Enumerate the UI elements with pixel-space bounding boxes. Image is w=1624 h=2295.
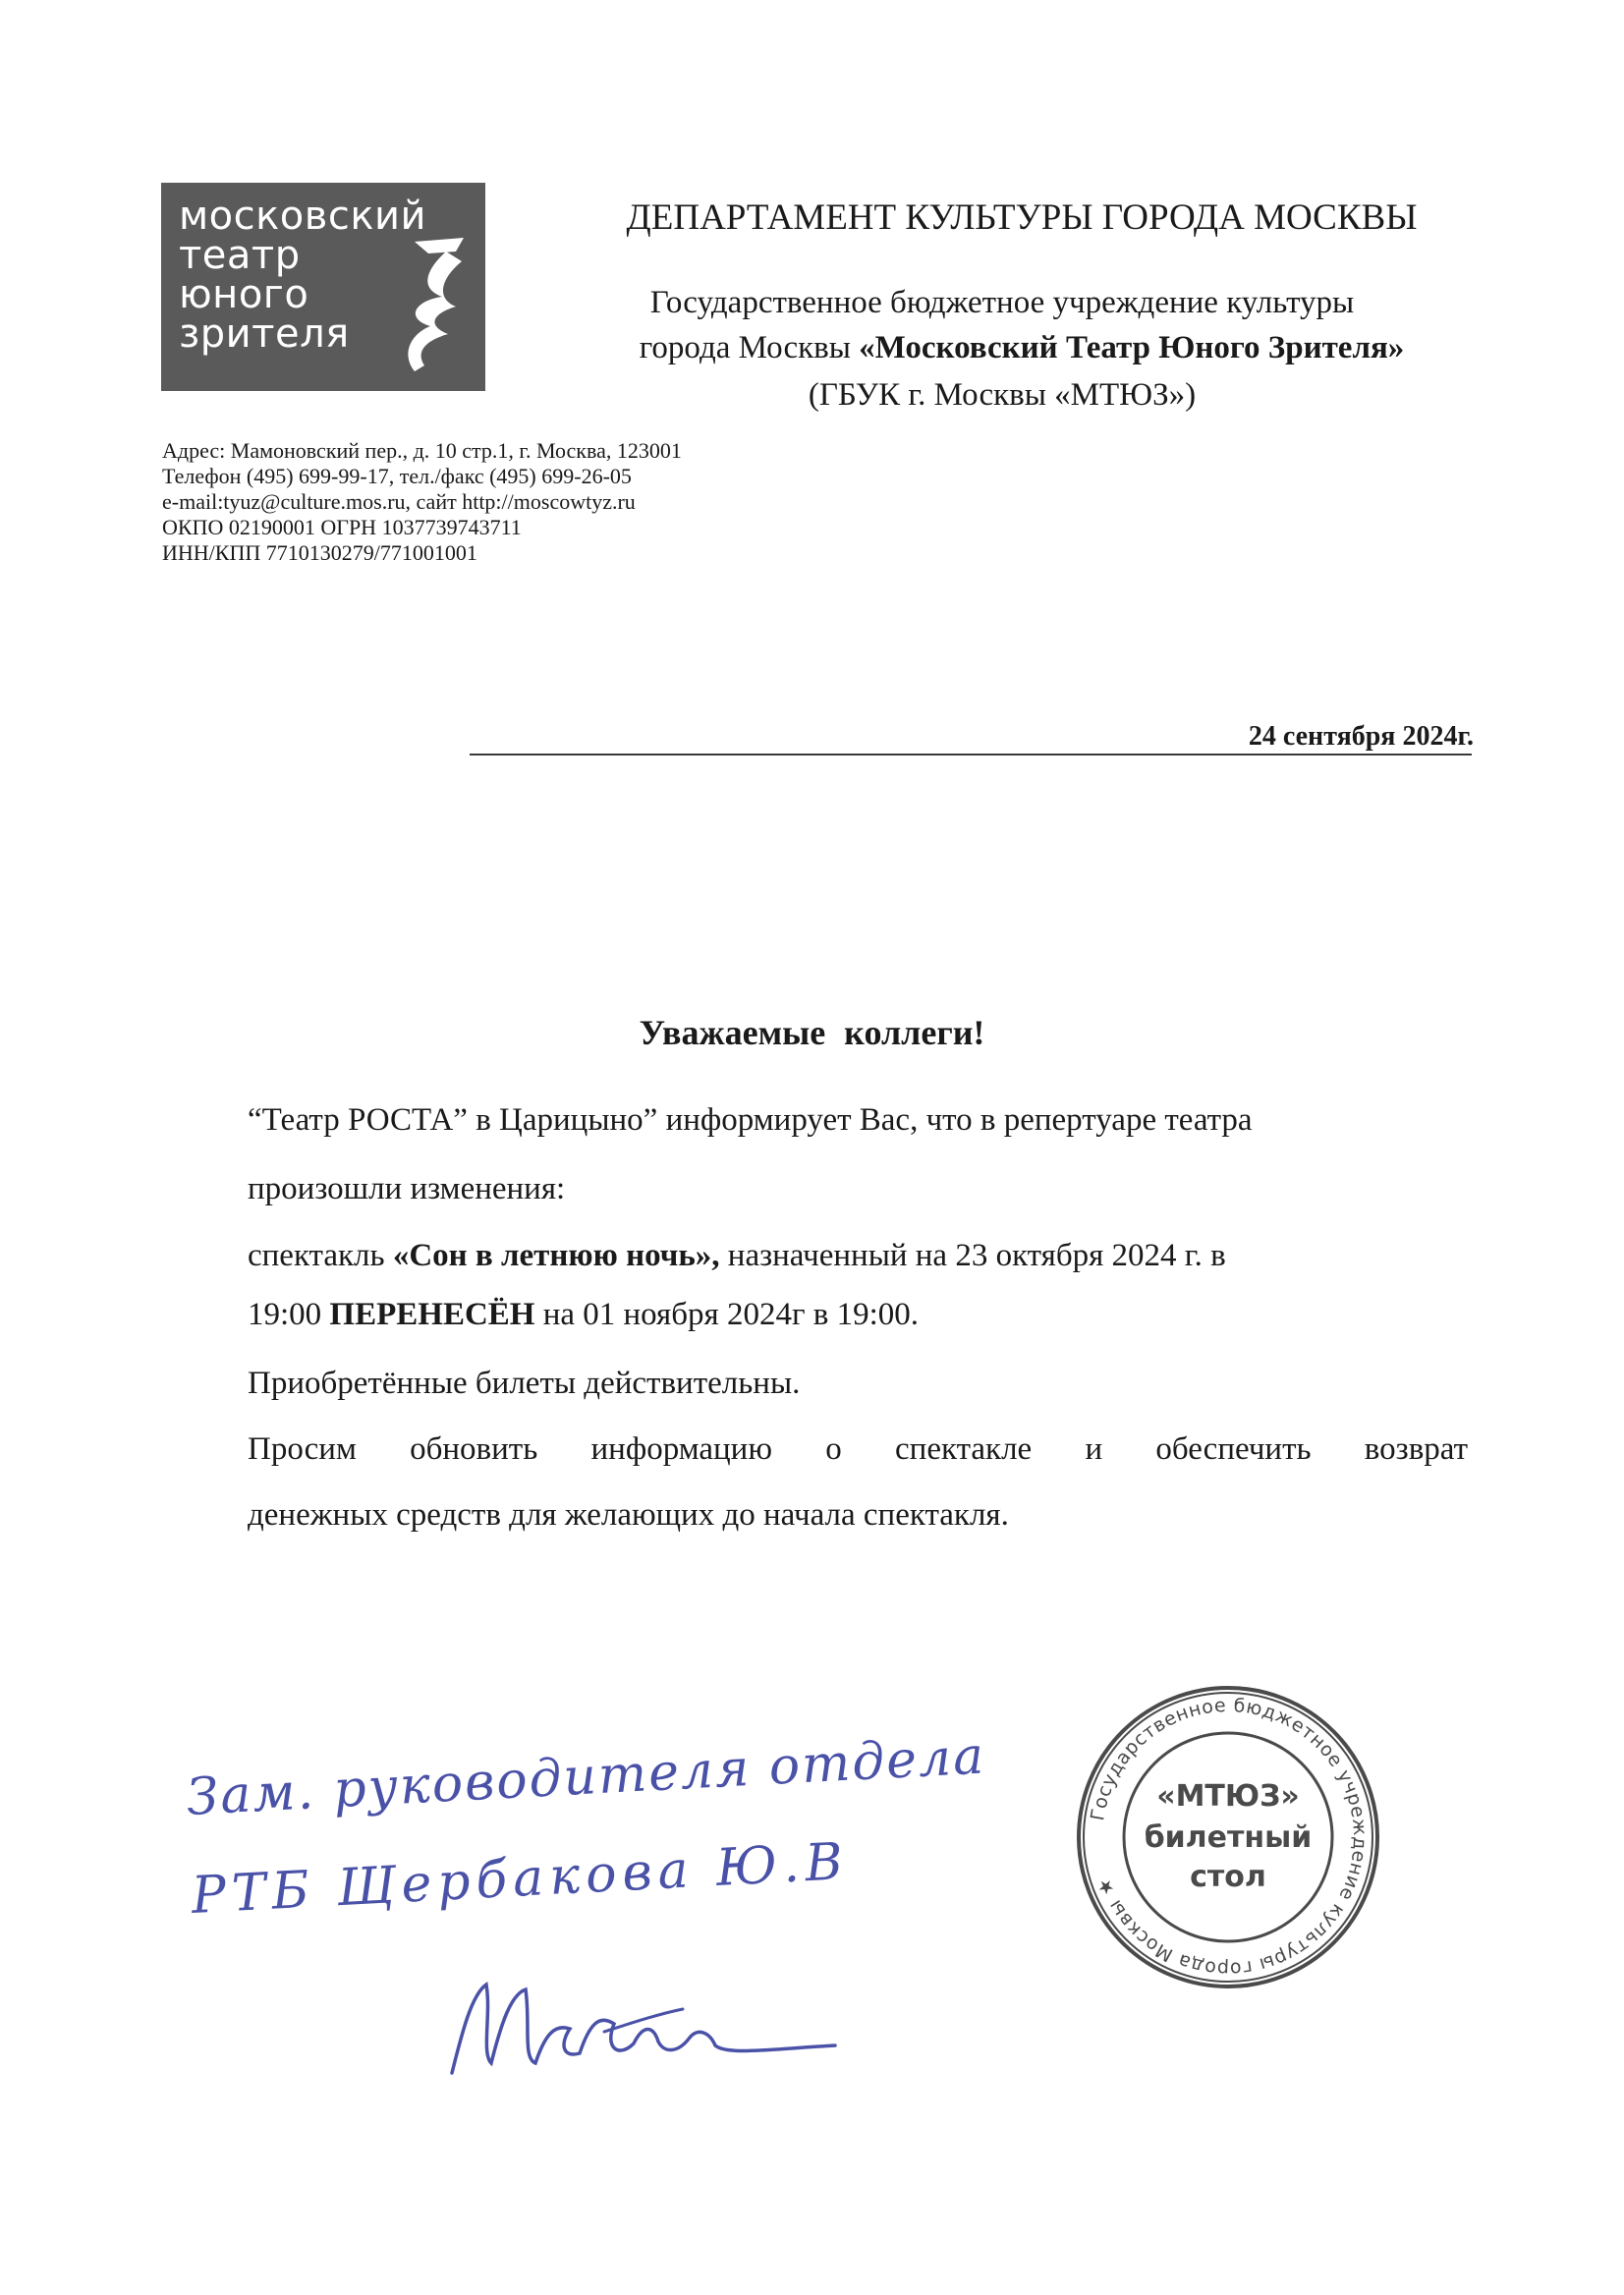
logo-line: театр (179, 233, 301, 278)
logo-line: юного (179, 272, 309, 317)
performance-title: «Сон в летнюю ночь», (392, 1238, 720, 1273)
greeting: Уважаемые коллеги! (639, 1013, 985, 1052)
paragraph-1-line-2: произошли изменения: (248, 1171, 566, 1206)
department-title: ДЕПАРТАМЕНТ КУЛЬТУРЫ ГОРОДА МОСКВЫ (626, 197, 1418, 238)
phone: Телефон (495) 699-99-17, тел./факс (495) 699-26-05 (162, 464, 632, 488)
address: Адрес: Мамоновский пер., д. 10 стр.1, г. Москва, 123001 (162, 438, 682, 463)
contact-block (162, 438, 682, 566)
text: 19:00 (248, 1297, 330, 1332)
paragraph-2-line-1 (248, 1236, 1468, 1275)
logo-line: зрителя (179, 311, 350, 357)
paragraph-4-line-1: Просим обновить информацию о спектакле и обеспечить возврат (248, 1431, 1468, 1467)
stamp-center-line-1: «МТЮЗ» (1156, 1779, 1300, 1814)
paragraph-3: Приобретённые билеты действительны. (248, 1366, 801, 1401)
email-site: e-mail:tyuz@culture.mos.ru, сайт http://moscowtyz.ru (162, 489, 636, 514)
organization-city: города Москвы (639, 330, 860, 365)
date-underline (470, 754, 1472, 756)
text: на 01 ноября 2024г в 19:00. (534, 1297, 919, 1332)
stamp-ring-text: Государственное бюджетное учреждение культуры города Москвы ★ (1087, 1694, 1372, 1981)
text: назначенный на 23 октября 2024 г. в (719, 1238, 1226, 1273)
handwritten-name: РТБ Щербакова Ю.В (190, 1832, 851, 1926)
theatre-logo (161, 183, 485, 391)
logo-line: московский (179, 194, 426, 239)
organization-line-2 (550, 330, 1493, 366)
paragraph-4-line-2: денежных средств для желающих до начала спектакля. (248, 1497, 1009, 1533)
organization-short-name: (ГБУК г. Москвы «МТЮЗ») (808, 377, 1197, 413)
rescheduled-label: ПЕРЕНЕСЁН (329, 1297, 535, 1332)
text: спектакль (248, 1238, 393, 1273)
handwritten-position: Зам. руководителя отдела (185, 1726, 987, 1827)
stamp-icon (1071, 1680, 1385, 1994)
inn-kpp: ИНН/КПП 7710130279/771001001 (162, 540, 477, 565)
organization-name: «Московский Театр Юного Зрителя» (859, 330, 1405, 365)
okpo-ogrn: ОКПО 02190001 ОГРН 1037739743711 (162, 515, 522, 539)
paragraph-2-line-2 (248, 1295, 1468, 1334)
logo-emblem-icon (385, 232, 476, 379)
paragraph-1-line-1: “Театр РОСТА” в Царицыно” информирует Вас, что в репертуаре театра (248, 1102, 1253, 1138)
stamp-center-line-3: стол (1190, 1860, 1266, 1894)
organization-line-1: Государственное бюджетное учреждение культуры (649, 285, 1355, 320)
signature-icon (432, 1955, 845, 2102)
stamp-center-line-2: билетный (1144, 1820, 1313, 1855)
letter-date: 24 сентября 2024г. (1248, 721, 1474, 752)
